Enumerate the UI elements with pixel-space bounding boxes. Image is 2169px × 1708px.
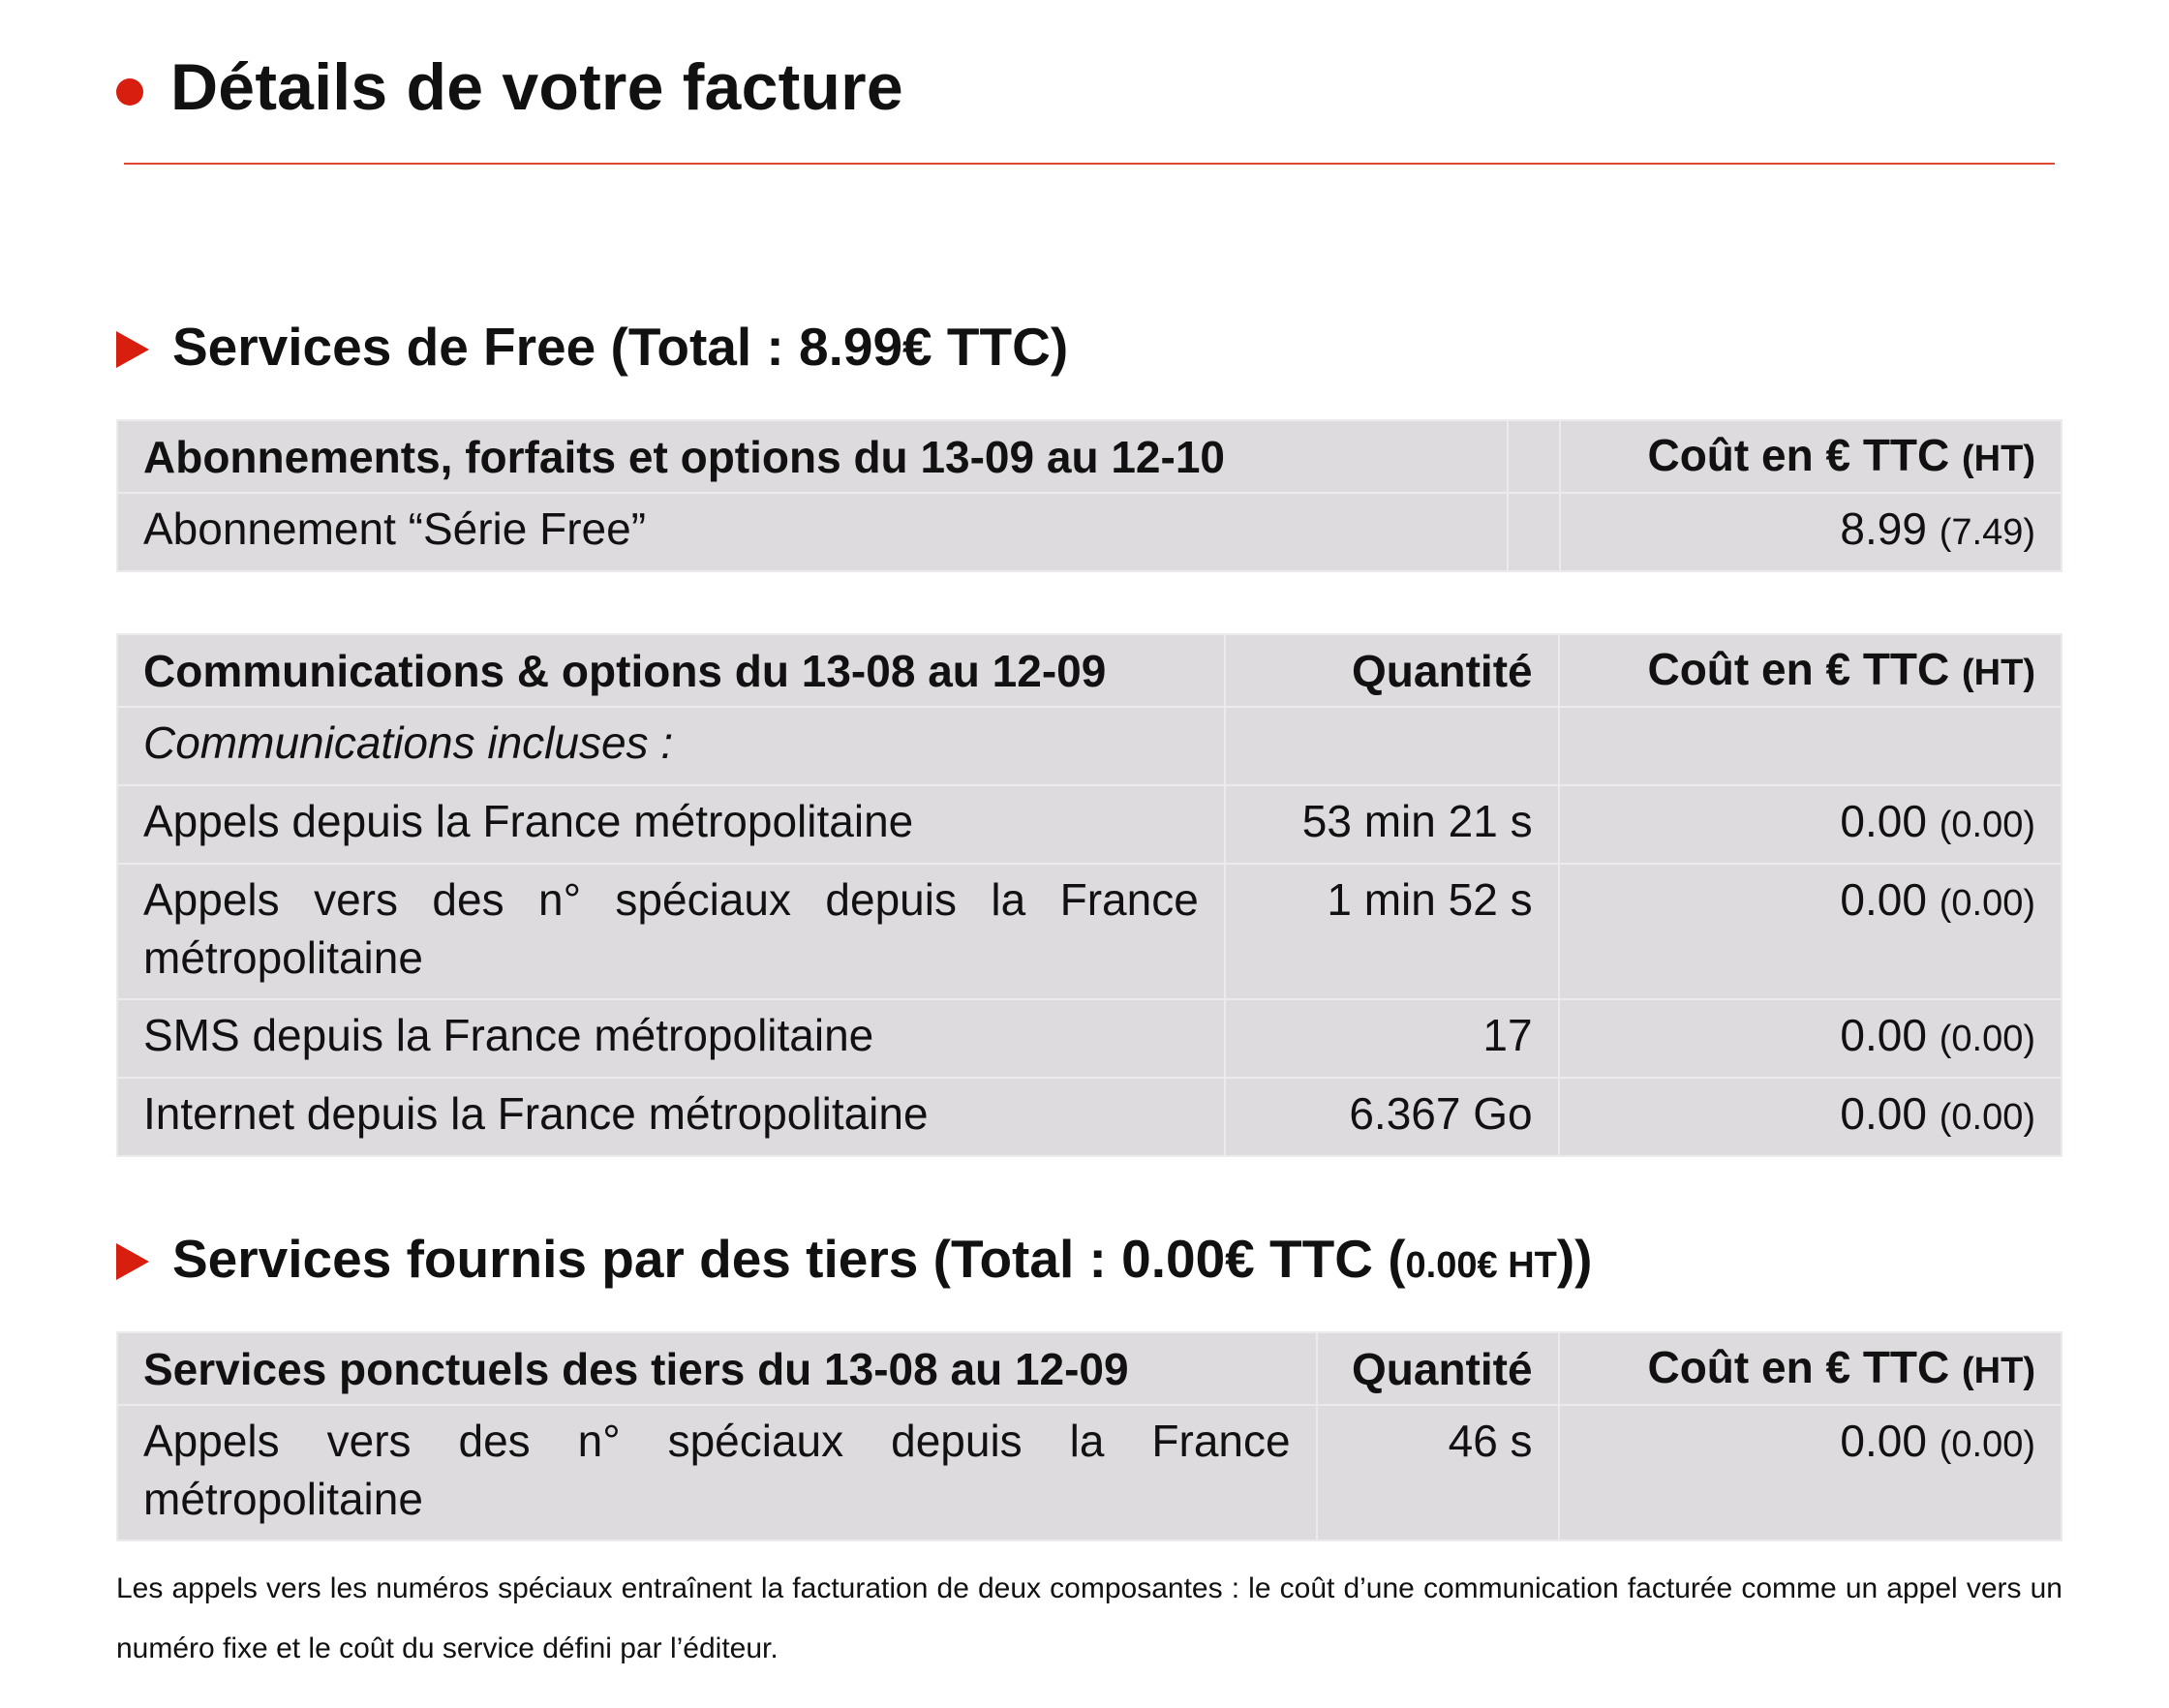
- column-header-quantity: Quantité: [1317, 1332, 1559, 1405]
- section-title-text: Services fournis par des tiers (Total : 0.00€ TTC (0.00€ HT)): [172, 1229, 1593, 1289]
- row-label: SMS depuis la France métropolitaine: [117, 999, 1225, 1078]
- table-header-row: [117, 1332, 2062, 1405]
- bullet-dot-icon: [116, 78, 143, 106]
- row-quantity: 53 min 21 s: [1225, 785, 1559, 864]
- column-header-cost: Coût en € TTC (HT): [1560, 420, 2062, 493]
- row-cost: 0.00 (0.00): [1559, 785, 2062, 864]
- row-quantity: 17: [1225, 999, 1559, 1078]
- footnote: Les appels vers les numéros spéciaux entraînent la facturation de deux composantes : le coût d’une communication facturée comme un appel vers un numéro fixe et le coût du service défini par l’éditeur.: [116, 1572, 2062, 1664]
- triangle-right-icon: [116, 1243, 149, 1280]
- row-quantity: 1 min 52 s: [1225, 864, 1559, 999]
- table-row: [117, 1078, 2062, 1156]
- row-label: Appels vers des n° spéciaux depuis la France métropolitaine: [117, 1405, 1317, 1540]
- column-header-cost: Coût en € TTC (HT): [1559, 1332, 2062, 1405]
- page-header: [116, 39, 903, 136]
- column-header-empty: [1508, 420, 1560, 493]
- communications-table: [116, 633, 2062, 1157]
- table-row: [117, 493, 2062, 571]
- third-party-table: [116, 1331, 2062, 1541]
- row-cost: 0.00 (0.00): [1559, 1078, 2062, 1156]
- table-row: [117, 999, 2062, 1078]
- column-header-third-party: Services ponctuels des tiers du 13-08 au 12-09: [117, 1332, 1317, 1405]
- title-divider: [124, 163, 2055, 165]
- row-cost: 0.00 (0.00): [1559, 999, 2062, 1078]
- section-title-text: Services de Free (Total : 8.99€ TTC): [172, 317, 1069, 377]
- row-cost: 0.00 (0.00): [1559, 864, 2062, 999]
- table-row: [117, 1405, 2062, 1540]
- row-cost: 8.99 (7.49): [1560, 493, 2062, 571]
- subscriptions-table: [116, 419, 2062, 572]
- table-row-included: [117, 707, 2062, 785]
- table-header-row: [117, 420, 2062, 493]
- column-header-subscriptions: Abonnements, forfaits et options du 13-09 au 12-10: [117, 420, 1508, 493]
- section-title-free-services: [116, 316, 1068, 378]
- table-row: [117, 864, 2062, 999]
- row-label: Appels vers des n° spéciaux depuis la France métropolitaine: [117, 864, 1225, 999]
- row-cost: 0.00 (0.00): [1559, 1405, 2062, 1540]
- row-quantity: 6.367 Go: [1225, 1078, 1559, 1156]
- row-label: Abonnement “Série Free”: [117, 493, 1508, 571]
- row-label: Internet depuis la France métropolitaine: [117, 1078, 1225, 1156]
- table-row: [117, 785, 2062, 864]
- section-title-third-party: [116, 1228, 1593, 1290]
- column-header-communications: Communications & options du 13-08 au 12-09: [117, 634, 1225, 707]
- column-header-cost: Coût en € TTC (HT): [1559, 634, 2062, 707]
- triangle-right-icon: [116, 331, 149, 368]
- row-label: Appels depuis la France métropolitaine: [117, 785, 1225, 864]
- column-header-quantity: Quantité: [1225, 634, 1559, 707]
- included-label: Communications incluses :: [117, 707, 1225, 785]
- row-quantity: 46 s: [1317, 1405, 1559, 1540]
- table-header-row: [117, 634, 2062, 707]
- page-title: Détails de votre facture: [170, 50, 903, 124]
